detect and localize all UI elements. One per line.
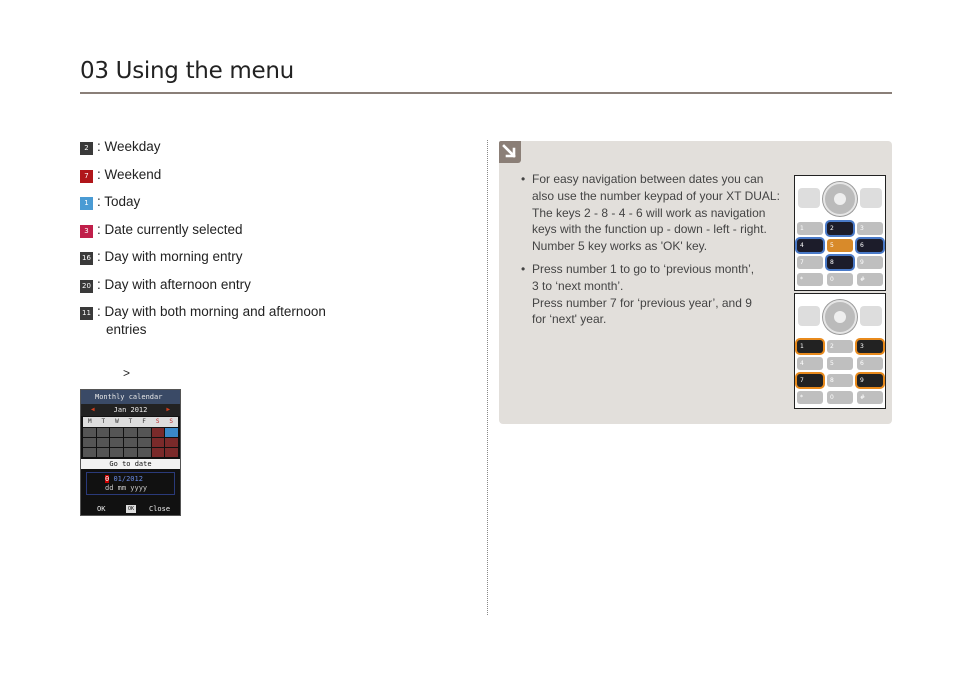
keypad-key: 5 (827, 239, 853, 252)
calendar-cell (124, 428, 137, 437)
legend-item-afternoon (80, 276, 360, 304)
afternoon-entry-icon: 20 (80, 280, 93, 293)
keypad-key: 0 (827, 391, 853, 404)
legend-item-morning (80, 248, 360, 276)
phone-screen-image (80, 389, 181, 516)
keypad-keys (797, 340, 883, 404)
keypad-month-year-image (794, 293, 886, 409)
calendar-cell (124, 438, 137, 447)
keypad-key: * (797, 391, 823, 404)
keypad-key: * (797, 273, 823, 286)
goto-date-label: Go to date (81, 459, 180, 469)
calendar-cell (165, 448, 178, 457)
keypad-key: 7 (797, 374, 823, 387)
calendar-cell (83, 428, 96, 437)
keypad-key: 2 (827, 222, 853, 235)
keypad-key: 1 (797, 340, 823, 353)
keypad-key: # (857, 273, 883, 286)
calendar-cell (83, 448, 96, 457)
note-line: Press number 7 for ‘previous year’, and 9 (532, 295, 752, 310)
today-icon: 1 (80, 197, 93, 210)
date-value: 01/2012 (113, 475, 143, 483)
ok-key-icon: OK (127, 506, 135, 512)
weekend-icon: 7 (80, 170, 93, 183)
legend-label: : Today (97, 194, 141, 209)
keypad-key: 6 (857, 357, 883, 370)
title-divider (80, 92, 892, 94)
phone-weekday-row (83, 417, 178, 427)
legend-label: : Day with morning entry (97, 249, 243, 264)
note-line: keys with the function up - down - left - right. (532, 222, 767, 237)
day-header: S (169, 418, 174, 425)
note-bullet (521, 171, 796, 255)
keypad-key: 8 (827, 374, 853, 387)
calendar-cell (110, 428, 123, 437)
day-header: M (87, 418, 92, 425)
calendar-cell (138, 438, 151, 447)
calendar-cell (97, 448, 110, 457)
right-softkey-shape (860, 188, 882, 208)
day-header: S (155, 418, 160, 425)
legend-item-both (80, 303, 360, 339)
keypad-key: # (857, 391, 883, 404)
note-bullet (521, 261, 796, 328)
keypad-key: 4 (797, 239, 823, 252)
legend-item-weekday (80, 138, 360, 166)
dpad-icon (823, 182, 857, 216)
calendar-cell (110, 438, 123, 447)
legend-label: : Weekday (97, 139, 161, 154)
weekday-icon: 2 (80, 142, 93, 155)
next-arrow-icon: ▶ (166, 406, 170, 413)
calendar-cell (97, 428, 110, 437)
note-line: for ‘next' year. (532, 312, 607, 327)
note-line: • Press number 1 to go to ‘previous month’, (532, 261, 755, 276)
keypad-key: 9 (857, 256, 883, 269)
keypad-keys (797, 222, 883, 286)
legend-label-cont: entries (106, 322, 147, 337)
day-header: F (142, 418, 146, 425)
softkey-ok: OK (97, 505, 106, 513)
dpad-icon (823, 300, 857, 334)
calendar-cell (152, 448, 165, 457)
left-softkey-shape (798, 306, 820, 326)
note-line: • For easy navigation between dates you can (532, 172, 764, 186)
keypad-key: 0 (827, 273, 853, 286)
keypad-key: 7 (797, 256, 823, 269)
keypad-key: 8 (827, 256, 853, 269)
keypad-key: 3 (857, 222, 883, 235)
keypad-key: 5 (827, 357, 853, 370)
day-header: W (115, 418, 119, 425)
note-line: also use the number keypad of your XT DUAL: (532, 188, 780, 203)
note-arrow-icon (499, 141, 521, 163)
calendar-cell (152, 438, 165, 447)
day-header: T (128, 418, 133, 425)
left-softkey-shape (798, 188, 820, 208)
phone-month-row (81, 404, 180, 416)
prev-arrow-icon: ◀ (91, 406, 95, 413)
date-input-field (86, 472, 175, 495)
calendar-cell (124, 448, 137, 457)
keypad-key: 9 (857, 374, 883, 387)
legend-label: : Weekend (97, 166, 162, 182)
calendar-cell (138, 448, 151, 457)
softkey-close: Close (149, 505, 171, 513)
day-header: T (101, 418, 106, 425)
phone-month-label: Jan 2012 (113, 406, 148, 414)
phone-softkeys (81, 504, 180, 515)
keypad-key: 6 (857, 239, 883, 252)
calendar-cell (83, 438, 96, 447)
calendar-cell (110, 448, 123, 457)
right-softkey-shape (860, 306, 882, 326)
note-line: 3 to ‘next month’. (532, 278, 624, 293)
breadcrumb: > (123, 366, 131, 380)
page-title: 03 Using the menu (80, 58, 294, 84)
legend-item-weekend (80, 166, 360, 194)
note-line: The keys 2 - 8 - 4 - 6 will work as navigation (532, 205, 766, 220)
keypad-key: 3 (857, 340, 883, 353)
note-line: Number 5 key works as 'OK' key. (532, 239, 708, 254)
note-list (521, 171, 796, 334)
calendar-cell (152, 428, 165, 437)
phone-calendar-grid (83, 428, 178, 457)
keypad-key: 4 (797, 357, 823, 370)
both-entries-icon: 11 (80, 307, 93, 320)
selected-date-icon: 3 (80, 225, 93, 238)
legend-label: : Day with afternoon entry (97, 276, 251, 292)
legend-label: : Day with both morning and afternoon (97, 304, 326, 319)
legend-item-today (80, 193, 360, 221)
legend-item-selected (80, 221, 360, 249)
calendar-legend (80, 138, 360, 339)
keypad-key: 1 (797, 222, 823, 235)
legend-label-wrap (97, 303, 347, 339)
calendar-cell (165, 428, 178, 437)
column-divider (487, 140, 488, 615)
morning-entry-icon: 16 (80, 252, 93, 265)
calendar-cell (97, 438, 110, 447)
date-format: dd mm yyyy (105, 484, 148, 492)
calendar-cell (138, 428, 151, 437)
keypad-key: 2 (827, 340, 853, 353)
phone-screen-header: Monthly calendar (81, 390, 180, 404)
calendar-cell (165, 438, 178, 447)
date-caret: 0 (105, 475, 110, 483)
keypad-navigation-image (794, 175, 886, 291)
legend-label: : Date currently selected (97, 221, 243, 237)
